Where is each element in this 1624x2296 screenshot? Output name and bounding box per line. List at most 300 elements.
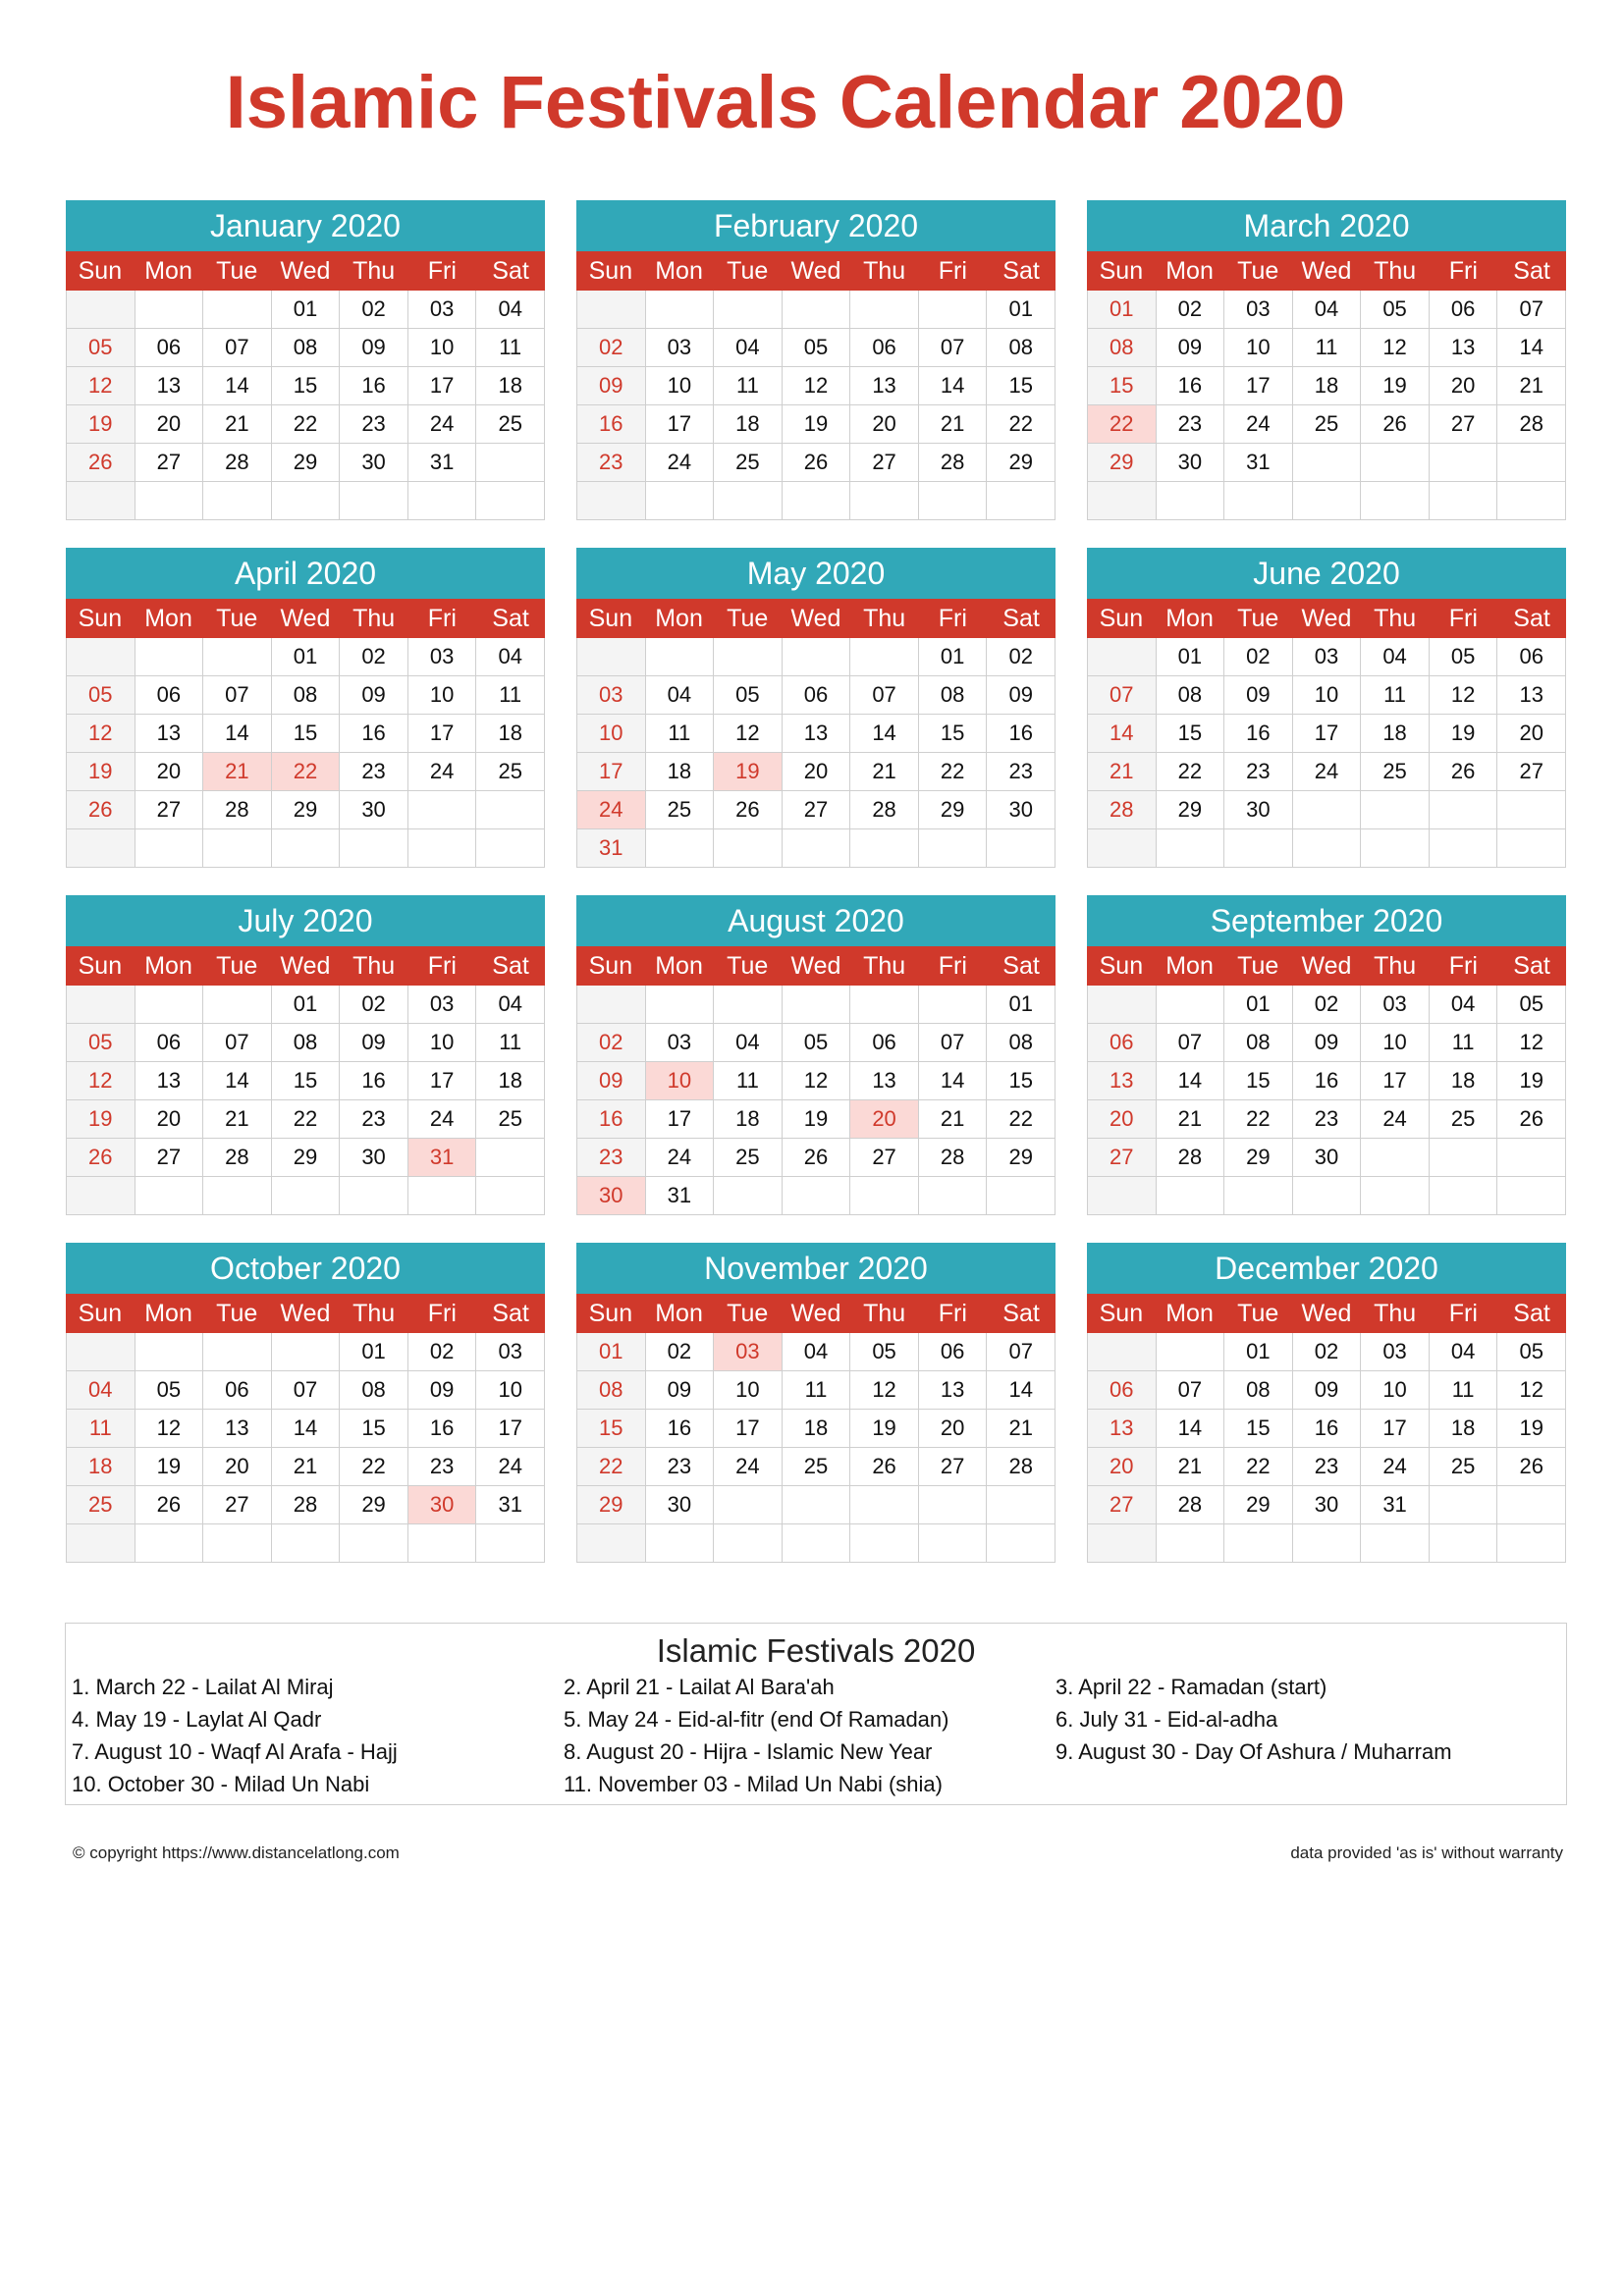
day-cell: 30 [340,791,408,829]
empty-day-cell [1293,829,1362,868]
day-cell: 17 [1293,715,1362,753]
empty-day-cell [850,482,919,520]
empty-day-cell [919,986,988,1024]
festival-day-cell: 20 [850,1100,919,1139]
day-cell: 17 [577,753,646,791]
weekday-label: Mon [1165,605,1214,632]
day-cell: 18 [476,715,545,753]
weekday-label: Wed [790,257,841,285]
empty-day-cell [203,638,272,676]
empty-day-cell [850,291,919,329]
day-cell: 03 [408,291,477,329]
day-cell: 02 [987,638,1056,676]
weekday-label: Tue [727,1300,769,1327]
day-grid [576,1333,1056,1563]
day-cell: 17 [1361,1062,1430,1100]
weekday-label: Fri [938,605,967,632]
day-cell: 28 [203,444,272,482]
day-cell: 03 [408,986,477,1024]
weekday-label: Mon [1165,1300,1214,1327]
weekday-label: Sat [1002,257,1040,285]
day-cell: 17 [408,1062,477,1100]
day-cell: 29 [1088,444,1157,482]
day-cell: 20 [135,753,204,791]
day-cell: 27 [1430,405,1498,444]
warranty-text: data provided 'as is' without warranty [1290,1843,1563,1862]
day-cell: 10 [577,715,646,753]
weekday-label: Thu [863,1300,906,1327]
empty-day-cell [135,829,204,868]
day-cell: 14 [203,1062,272,1100]
day-cell: 07 [987,1333,1056,1371]
day-cell: 17 [408,367,477,405]
empty-day-cell [1497,1177,1566,1215]
weekday-label: Fri [1448,605,1478,632]
day-cell: 28 [1157,1139,1225,1177]
day-cell: 27 [783,791,851,829]
day-cell: 04 [1430,1333,1498,1371]
empty-day-cell [714,638,783,676]
day-cell: 13 [850,367,919,405]
weekday-label: Wed [1301,1300,1352,1327]
day-cell: 08 [577,1371,646,1410]
weekday-label: Tue [1237,1300,1279,1327]
empty-day-cell [1361,444,1430,482]
day-grid [576,986,1056,1215]
day-cell: 06 [135,1024,204,1062]
weekday-label: Sun [1099,605,1144,632]
weekday-label: Sat [1513,952,1550,980]
day-cell: 11 [1430,1371,1498,1410]
day-cell: 23 [340,405,408,444]
weekday-header [1087,1294,1566,1333]
day-cell: 25 [646,791,715,829]
day-cell: 26 [1497,1448,1566,1486]
weekday-label: Sun [1099,1300,1144,1327]
day-cell: 22 [987,405,1056,444]
empty-day-cell [1088,1524,1157,1563]
day-cell: 15 [1224,1062,1293,1100]
day-cell: 10 [646,367,715,405]
day-cell: 05 [67,676,135,715]
festival-day-cell: 10 [646,1062,715,1100]
day-cell: 02 [577,1024,646,1062]
weekday-label: Sat [1002,952,1040,980]
weekday-label: Wed [280,605,331,632]
empty-day-cell [135,482,204,520]
day-cell: 14 [919,1062,988,1100]
day-cell: 16 [577,1100,646,1139]
day-cell: 26 [67,1139,135,1177]
day-cell: 21 [1157,1100,1225,1139]
day-grid [576,638,1056,868]
festival-day-cell: 30 [577,1177,646,1215]
day-cell: 15 [1224,1410,1293,1448]
day-cell: 16 [1224,715,1293,753]
month-title: November 2020 [576,1243,1056,1294]
day-cell: 13 [1430,329,1498,367]
day-cell: 13 [1497,676,1566,715]
empty-day-cell [1224,829,1293,868]
empty-day-cell [1224,482,1293,520]
empty-day-cell [1088,482,1157,520]
weekday-label: Wed [280,952,331,980]
empty-day-cell [919,1524,988,1563]
weekday-label: Thu [352,952,396,980]
festivals-panel [65,1623,1567,1805]
day-cell: 15 [987,1062,1056,1100]
day-cell: 11 [783,1371,851,1410]
day-cell: 22 [919,753,988,791]
empty-day-cell [1430,1139,1498,1177]
day-cell: 16 [340,367,408,405]
page-title: Islamic Festivals Calendar 2020 [225,61,1346,144]
day-cell: 09 [987,676,1056,715]
weekday-label: Tue [216,1300,258,1327]
day-cell: 18 [67,1448,135,1486]
weekday-label: Mon [655,1300,703,1327]
day-cell: 10 [408,329,477,367]
day-cell: 02 [340,638,408,676]
day-cell: 09 [1157,329,1225,367]
day-cell: 30 [987,791,1056,829]
weekday-label: Thu [1374,952,1417,980]
day-cell: 23 [646,1448,715,1486]
empty-day-cell [1293,444,1362,482]
day-cell: 17 [476,1410,545,1448]
day-cell: 30 [1293,1486,1362,1524]
day-cell: 11 [1430,1024,1498,1062]
day-cell: 25 [476,753,545,791]
day-cell: 13 [1088,1062,1157,1100]
weekday-label: Thu [352,1300,396,1327]
day-cell: 07 [1157,1371,1225,1410]
empty-day-cell [1361,482,1430,520]
festival-item: 4. May 19 - Laylat Al Qadr [72,1707,322,1732]
empty-day-cell [1430,482,1498,520]
festival-item: 7. August 10 - Waqf Al Arafa - Hajj [72,1739,398,1764]
day-cell: 13 [919,1371,988,1410]
empty-day-cell [714,291,783,329]
empty-day-cell [1497,1524,1566,1563]
weekday-label: Sat [492,605,529,632]
day-cell: 04 [1430,986,1498,1024]
day-cell: 06 [135,329,204,367]
day-cell: 10 [714,1371,783,1410]
day-cell: 23 [987,753,1056,791]
festival-item: 8. August 20 - Hijra - Islamic New Year [564,1739,933,1764]
day-cell: 28 [850,791,919,829]
day-cell: 06 [850,329,919,367]
month-title: December 2020 [1087,1243,1566,1294]
day-cell: 31 [408,444,477,482]
weekday-label: Sun [78,952,123,980]
day-cell: 20 [1497,715,1566,753]
day-cell: 21 [850,753,919,791]
weekday-label: Thu [863,605,906,632]
day-cell: 15 [919,715,988,753]
empty-day-cell [340,482,408,520]
day-cell: 25 [476,1100,545,1139]
day-cell: 12 [783,1062,851,1100]
festival-day-cell: 19 [714,753,783,791]
day-cell: 06 [919,1333,988,1371]
empty-day-cell [1497,1486,1566,1524]
day-cell: 06 [850,1024,919,1062]
day-cell: 24 [408,1100,477,1139]
empty-day-cell [646,829,715,868]
empty-day-cell [1157,1333,1225,1371]
day-cell: 30 [340,1139,408,1177]
day-cell: 10 [408,1024,477,1062]
empty-day-cell [987,1177,1056,1215]
empty-day-cell [203,291,272,329]
weekday-label: Mon [144,952,192,980]
day-cell: 15 [1157,715,1225,753]
weekday-header [66,599,545,638]
weekday-label: Sat [1002,1300,1040,1327]
day-cell: 10 [408,676,477,715]
weekday-label: Sun [1099,952,1144,980]
empty-day-cell [850,638,919,676]
weekday-label: Wed [1301,952,1352,980]
day-cell: 09 [340,329,408,367]
empty-day-cell [1430,791,1498,829]
empty-day-cell [1430,1177,1498,1215]
festival-list [66,1671,1566,1800]
empty-day-cell [203,986,272,1024]
day-cell: 23 [340,1100,408,1139]
day-cell: 09 [340,1024,408,1062]
day-cell: 12 [1497,1024,1566,1062]
empty-day-cell [1361,791,1430,829]
empty-day-cell [1293,1524,1362,1563]
day-cell: 28 [1157,1486,1225,1524]
day-cell: 15 [272,1062,341,1100]
day-cell: 10 [1361,1024,1430,1062]
day-cell: 07 [203,1024,272,1062]
weekday-label: Mon [1165,257,1214,285]
day-cell: 15 [987,367,1056,405]
day-cell: 22 [340,1448,408,1486]
month-title: March 2020 [1087,200,1566,251]
day-cell: 30 [646,1486,715,1524]
weekday-header [576,599,1056,638]
empty-day-cell [646,986,715,1024]
day-cell: 03 [1361,1333,1430,1371]
day-cell: 17 [714,1410,783,1448]
festival-day-cell: 30 [408,1486,477,1524]
day-grid [66,986,545,1215]
weekday-header [576,946,1056,986]
day-cell: 17 [646,405,715,444]
weekday-header [1087,946,1566,986]
empty-day-cell [1088,1333,1157,1371]
weekday-label: Sun [1099,257,1144,285]
day-cell: 24 [646,1139,715,1177]
day-cell: 11 [646,715,715,753]
day-cell: 07 [272,1371,341,1410]
day-cell: 14 [1088,715,1157,753]
weekday-label: Tue [1237,257,1279,285]
empty-day-cell [850,1486,919,1524]
day-cell: 12 [1361,329,1430,367]
day-cell: 17 [1361,1410,1430,1448]
day-grid [66,1333,545,1563]
empty-day-cell [408,1524,477,1563]
day-cell: 23 [340,753,408,791]
day-cell: 14 [850,715,919,753]
day-cell: 06 [783,676,851,715]
weekday-label: Tue [216,257,258,285]
day-cell: 04 [646,676,715,715]
weekday-label: Sat [492,1300,529,1327]
month-title: January 2020 [66,200,545,251]
empty-day-cell [919,829,988,868]
day-cell: 19 [1497,1062,1566,1100]
festival-item: 9. August 30 - Day Of Ashura / Muharram [1056,1739,1452,1764]
day-cell: 03 [1224,291,1293,329]
weekday-label: Thu [352,605,396,632]
day-cell: 10 [1293,676,1362,715]
day-grid [1087,638,1566,868]
day-cell: 13 [135,715,204,753]
day-grid [1087,986,1566,1215]
day-cell: 31 [1224,444,1293,482]
day-cell: 07 [203,329,272,367]
day-cell: 11 [714,367,783,405]
empty-day-cell [714,482,783,520]
empty-day-cell [203,829,272,868]
day-cell: 08 [919,676,988,715]
day-cell: 02 [577,329,646,367]
day-cell: 14 [272,1410,341,1448]
day-cell: 03 [408,638,477,676]
day-cell: 06 [1430,291,1498,329]
day-cell: 16 [1293,1062,1362,1100]
day-cell: 05 [67,1024,135,1062]
empty-day-cell [1497,829,1566,868]
day-cell: 29 [340,1486,408,1524]
day-cell: 21 [203,1100,272,1139]
weekday-label: Mon [1165,952,1214,980]
day-cell: 26 [135,1486,204,1524]
day-cell: 11 [1361,676,1430,715]
empty-day-cell [135,1333,204,1371]
day-cell: 18 [646,753,715,791]
weekday-label: Tue [1237,952,1279,980]
day-cell: 13 [1088,1410,1157,1448]
day-cell: 29 [987,444,1056,482]
day-cell: 02 [340,291,408,329]
day-cell: 20 [850,405,919,444]
weekday-label: Mon [144,605,192,632]
weekday-label: Sun [78,605,123,632]
day-cell: 02 [646,1333,715,1371]
empty-day-cell [646,638,715,676]
day-cell: 09 [646,1371,715,1410]
weekday-label: Sat [1513,257,1550,285]
empty-day-cell [1361,1177,1430,1215]
empty-day-cell [67,638,135,676]
day-cell: 08 [1157,676,1225,715]
day-cell: 09 [1224,676,1293,715]
empty-day-cell [1361,1524,1430,1563]
weekday-label: Sun [78,257,123,285]
month-calendar [66,895,545,1215]
day-cell: 21 [987,1410,1056,1448]
day-cell: 24 [408,405,477,444]
day-cell: 23 [1293,1448,1362,1486]
day-cell: 21 [272,1448,341,1486]
day-grid [1087,291,1566,520]
day-cell: 30 [1224,791,1293,829]
festival-item: 3. April 22 - Ramadan (start) [1056,1675,1327,1699]
day-cell: 20 [135,1100,204,1139]
month-title: July 2020 [66,895,545,946]
weekday-label: Mon [655,952,703,980]
weekday-label: Sun [588,605,633,632]
day-cell: 13 [850,1062,919,1100]
day-cell: 27 [850,1139,919,1177]
day-cell: 14 [987,1371,1056,1410]
day-cell: 16 [408,1410,477,1448]
calendar-grid [66,200,1568,1563]
day-cell: 27 [1497,753,1566,791]
empty-day-cell [987,482,1056,520]
empty-day-cell [203,1177,272,1215]
empty-day-cell [919,291,988,329]
empty-day-cell [203,1333,272,1371]
day-cell: 19 [67,753,135,791]
day-cell: 07 [1157,1024,1225,1062]
day-cell: 28 [203,1139,272,1177]
day-grid [66,638,545,868]
day-cell: 01 [1088,291,1157,329]
day-cell: 20 [919,1410,988,1448]
day-cell: 14 [1157,1062,1225,1100]
day-cell: 19 [1430,715,1498,753]
empty-day-cell [272,482,341,520]
day-cell: 18 [1293,367,1362,405]
day-cell: 01 [577,1333,646,1371]
festival-day-cell: 22 [272,753,341,791]
day-cell: 19 [135,1448,204,1486]
day-cell: 14 [1497,329,1566,367]
empty-day-cell [714,829,783,868]
empty-day-cell [135,1524,204,1563]
day-cell: 25 [1293,405,1362,444]
weekday-label: Fri [1448,257,1478,285]
weekday-label: Tue [216,605,258,632]
day-cell: 08 [272,329,341,367]
day-cell: 12 [67,715,135,753]
day-cell: 05 [783,1024,851,1062]
day-cell: 14 [919,367,988,405]
day-cell: 12 [67,367,135,405]
empty-day-cell [1430,444,1498,482]
day-cell: 05 [67,329,135,367]
day-cell: 24 [1361,1448,1430,1486]
empty-day-cell [1430,1524,1498,1563]
day-cell: 06 [135,676,204,715]
festival-day-cell: 03 [714,1333,783,1371]
weekday-label: Wed [1301,605,1352,632]
day-cell: 01 [987,986,1056,1024]
day-cell: 12 [1497,1371,1566,1410]
day-cell: 27 [203,1486,272,1524]
month-title: September 2020 [1087,895,1566,946]
